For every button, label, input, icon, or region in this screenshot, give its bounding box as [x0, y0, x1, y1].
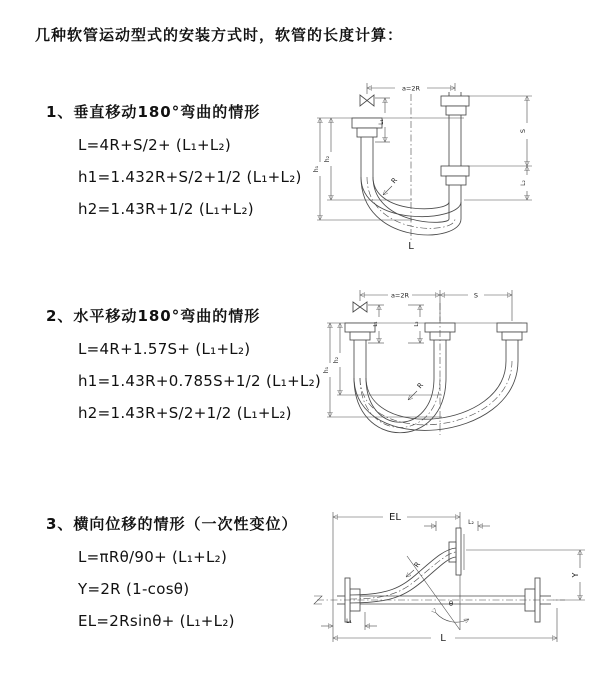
hose-s-curve: [350, 548, 456, 603]
dim-s-label: S: [473, 291, 479, 300]
section-horizontal-180: [46, 305, 321, 422]
dim-h1-label: h₁: [323, 366, 330, 374]
hose-u-bend: [354, 361, 518, 433]
page-title: 几种软管运动型式的安装方式时，软管的长度计算：: [35, 26, 404, 44]
formula-h1: h1=1.43R+0.785S+1/2 (L₁+L₂): [78, 372, 322, 390]
section-lateral-displacement: [46, 513, 297, 630]
dim-l1-label: L₁: [378, 119, 385, 125]
section-2-heading: 2、水平移动180°弯曲的情形: [46, 307, 261, 325]
dim-y-label: Y: [571, 572, 580, 578]
radius-label: R: [389, 176, 400, 186]
diagram-lateral-displacement: [303, 500, 598, 652]
formula-length: L=4R+S/2+ (L₁+L₂): [78, 136, 232, 154]
dim-l-label: L: [408, 241, 414, 252]
section-3-heading: 3、横向位移的情形（一次性变位）: [46, 515, 298, 533]
radius-label: R: [412, 560, 423, 570]
dim-el-label: EL: [389, 512, 401, 523]
dim-l1-label: L₁: [373, 321, 379, 327]
dim-s-label: S: [519, 128, 527, 134]
formula-el: EL=2Rsinθ+ (L₁+L₂): [78, 612, 235, 630]
formula-length: L=4R+1.57S+ (L₁+L₂): [78, 340, 251, 358]
section-1-heading: 1、垂直移动180°弯曲的情形: [46, 103, 261, 121]
formula-h2: h2=1.43R+1/2 (L₁+L₂): [78, 200, 254, 218]
angle-theta-label: θ: [448, 600, 454, 608]
valve-icon: [353, 302, 367, 312]
valve-icon: [360, 95, 374, 106]
dim-l2-label: L₂: [468, 519, 474, 526]
section-vertical-180: [46, 101, 302, 218]
dim-h2-label: h₂: [333, 356, 340, 364]
diagram-vertical-180-bend: [312, 76, 577, 254]
dim-a-2r-label: a=2R: [401, 84, 421, 93]
radius-label: R: [415, 381, 426, 391]
formula-h2: h2=1.43R+S/2+1/2 (L₁+L₂): [78, 404, 292, 422]
formula-length: L=πRθ/90+ (L₁+L₂): [78, 548, 228, 566]
diagram-horizontal-180-bend: [322, 283, 592, 445]
formula-y: Y=2R (1-cosθ): [78, 580, 190, 598]
dim-l1-label: L₁: [346, 618, 352, 625]
formula-h1: h1=1.432R+S/2+1/2 (L₁+L₂): [78, 168, 302, 186]
dim-l2-label: L₂: [414, 321, 420, 327]
dim-h1-label: h₁: [313, 165, 320, 173]
dim-l-label: L: [440, 633, 446, 644]
dim-h2-label: h₂: [324, 155, 331, 163]
dim-a-2r-label: a=2R: [390, 291, 410, 300]
dim-l2-label: L₂: [520, 180, 527, 186]
